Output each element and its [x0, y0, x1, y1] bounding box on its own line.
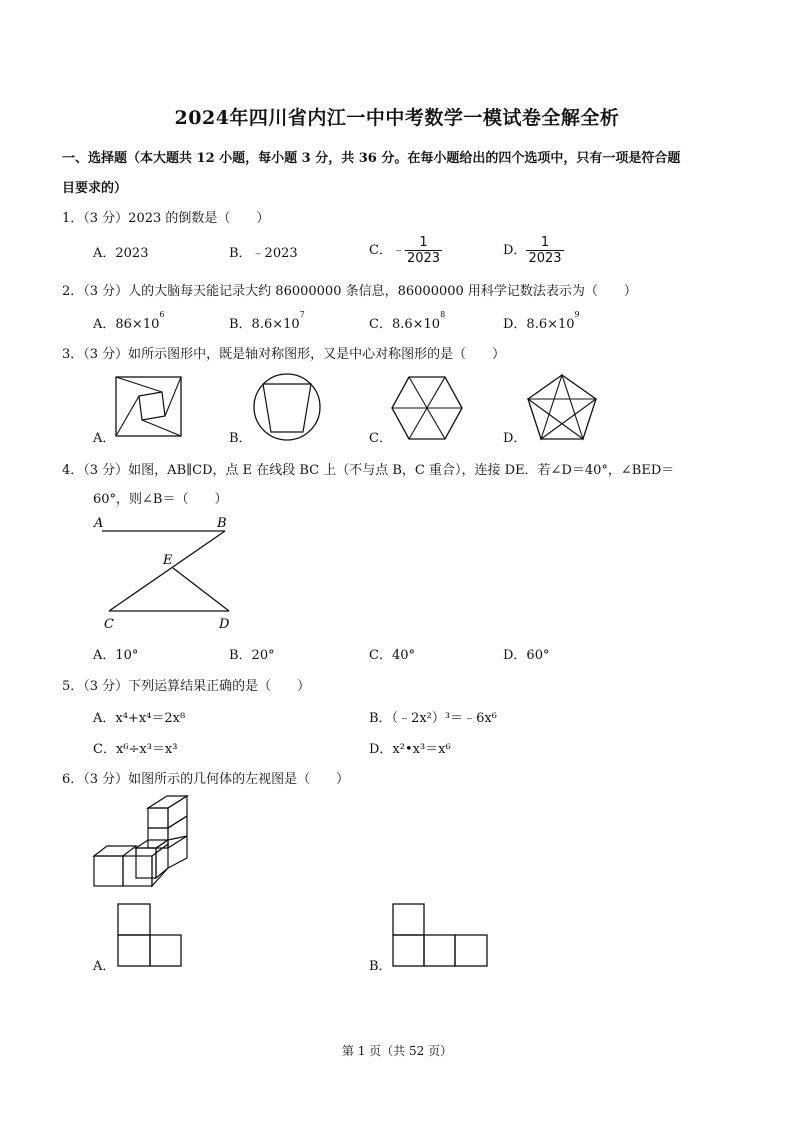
- question-4-stem-line2: 60°，则∠B＝（ ）: [93, 492, 228, 507]
- question-1-option-a: A．2023: [93, 246, 149, 261]
- exponent: 6: [159, 310, 165, 319]
- section-header-line2: 目要求的）: [62, 181, 128, 196]
- exponent: 9: [574, 310, 580, 319]
- question-3-figure-b: [252, 372, 322, 442]
- point-label-b: B: [217, 516, 227, 531]
- question-5-option-b: B．（﹣2x²）³＝﹣6x⁶: [369, 711, 497, 726]
- option-text: A．86×10: [93, 317, 160, 332]
- page-footer: 第 1 页（共 52 页）: [341, 1044, 453, 1058]
- question-4-option-a: A．10°: [93, 648, 139, 663]
- question-3-figure-d: [526, 373, 598, 441]
- point-label-c: C: [104, 617, 114, 632]
- question-4-option-d: D．60°: [503, 648, 550, 663]
- fraction-denominator: 2023: [406, 251, 441, 266]
- question-6-option-a: A．: [93, 959, 116, 974]
- question-5-stem: 5．（3 分）下列运算结果正确的是（ ）: [62, 679, 311, 694]
- question-1-option-c: [369, 235, 442, 266]
- option-text: C．8.6×10: [369, 317, 441, 332]
- question-1-stem: 1．（3 分）2023 的倒数是（ ）: [62, 211, 270, 226]
- question-4-option-c: C．40°: [369, 648, 415, 663]
- question-5-option-c: C．x⁶÷x³＝x³: [93, 742, 178, 757]
- question-6-solid-figure: [90, 796, 200, 892]
- question-6-option-b: B．: [369, 959, 392, 974]
- fraction-denominator: 2023: [528, 251, 562, 266]
- question-6-stem: 6．（3 分）如图所示的几何体的左视图是（ ）: [62, 772, 350, 787]
- question-3-stem: 3．（3 分）如所示图形中，既是轴对称图形，又是中心对称图形的是（ ）: [62, 347, 506, 362]
- question-1-option-c-label: C．: [369, 243, 392, 258]
- question-3-figure-a: [115, 376, 183, 438]
- question-2-stem: 2．（3 分）人的大脑每天能记录大约 86000000 条信息，86000000 用科学记数法表示为（ ）: [62, 284, 637, 299]
- point-label-a: A: [94, 516, 104, 531]
- question-1-option-d: [503, 235, 564, 266]
- option-text: D．8.6×10: [503, 317, 575, 332]
- question-5-option-a: A．x⁴+x⁴＝2x⁸: [93, 711, 186, 726]
- question-5-option-d: D．x²•x³＝x⁶: [369, 742, 451, 757]
- exponent: 7: [299, 310, 305, 319]
- question-6-figure-a: [116, 902, 184, 968]
- question-4-figure: [90, 510, 250, 635]
- question-6-figure-b: [391, 902, 489, 968]
- exponent: 8: [440, 310, 446, 319]
- option-text: B．8.6×10: [229, 317, 300, 332]
- question-4-option-b: B．20°: [229, 648, 275, 663]
- section-header-line1: 一、选择题（本大题共 12 小题，每小题 3 分，共 36 分。在每小题给出的四个选项中，只有一项是符合题: [62, 151, 681, 166]
- question-2-option-b: [229, 310, 305, 332]
- question-1-option-d-label: D．: [503, 243, 527, 258]
- question-1-option-b: B．﹣2023: [229, 246, 298, 261]
- question-3-option-a: A．: [93, 431, 116, 446]
- question-3-option-d: D．: [503, 431, 527, 446]
- question-4-stem-line1: 4．（3 分）如图，AB∥CD，点 E 在线段 BC 上（不与点 B，C 重合），连接 DE．若∠D＝40°，∠BED＝: [62, 463, 675, 478]
- question-2-option-d: [503, 310, 580, 332]
- question-1-option-c-sign: ﹣: [391, 243, 405, 258]
- question-1-option-d-fraction: [526, 235, 563, 266]
- point-label-e: E: [163, 553, 173, 568]
- question-2-option-a: [93, 310, 165, 332]
- question-3-option-c: C．: [369, 431, 392, 446]
- question-3-figure-c: [390, 375, 464, 441]
- question-1-option-c-fraction: [405, 235, 442, 266]
- question-3-option-b: B．: [229, 431, 252, 446]
- question-2-option-c: [369, 310, 446, 332]
- page-title: 2024年四川省内江一中中考数学一模试卷全解全析: [174, 107, 620, 129]
- point-label-d: D: [219, 617, 230, 632]
- fraction-numerator: 1: [419, 235, 428, 250]
- fraction-numerator: 1: [540, 235, 550, 250]
